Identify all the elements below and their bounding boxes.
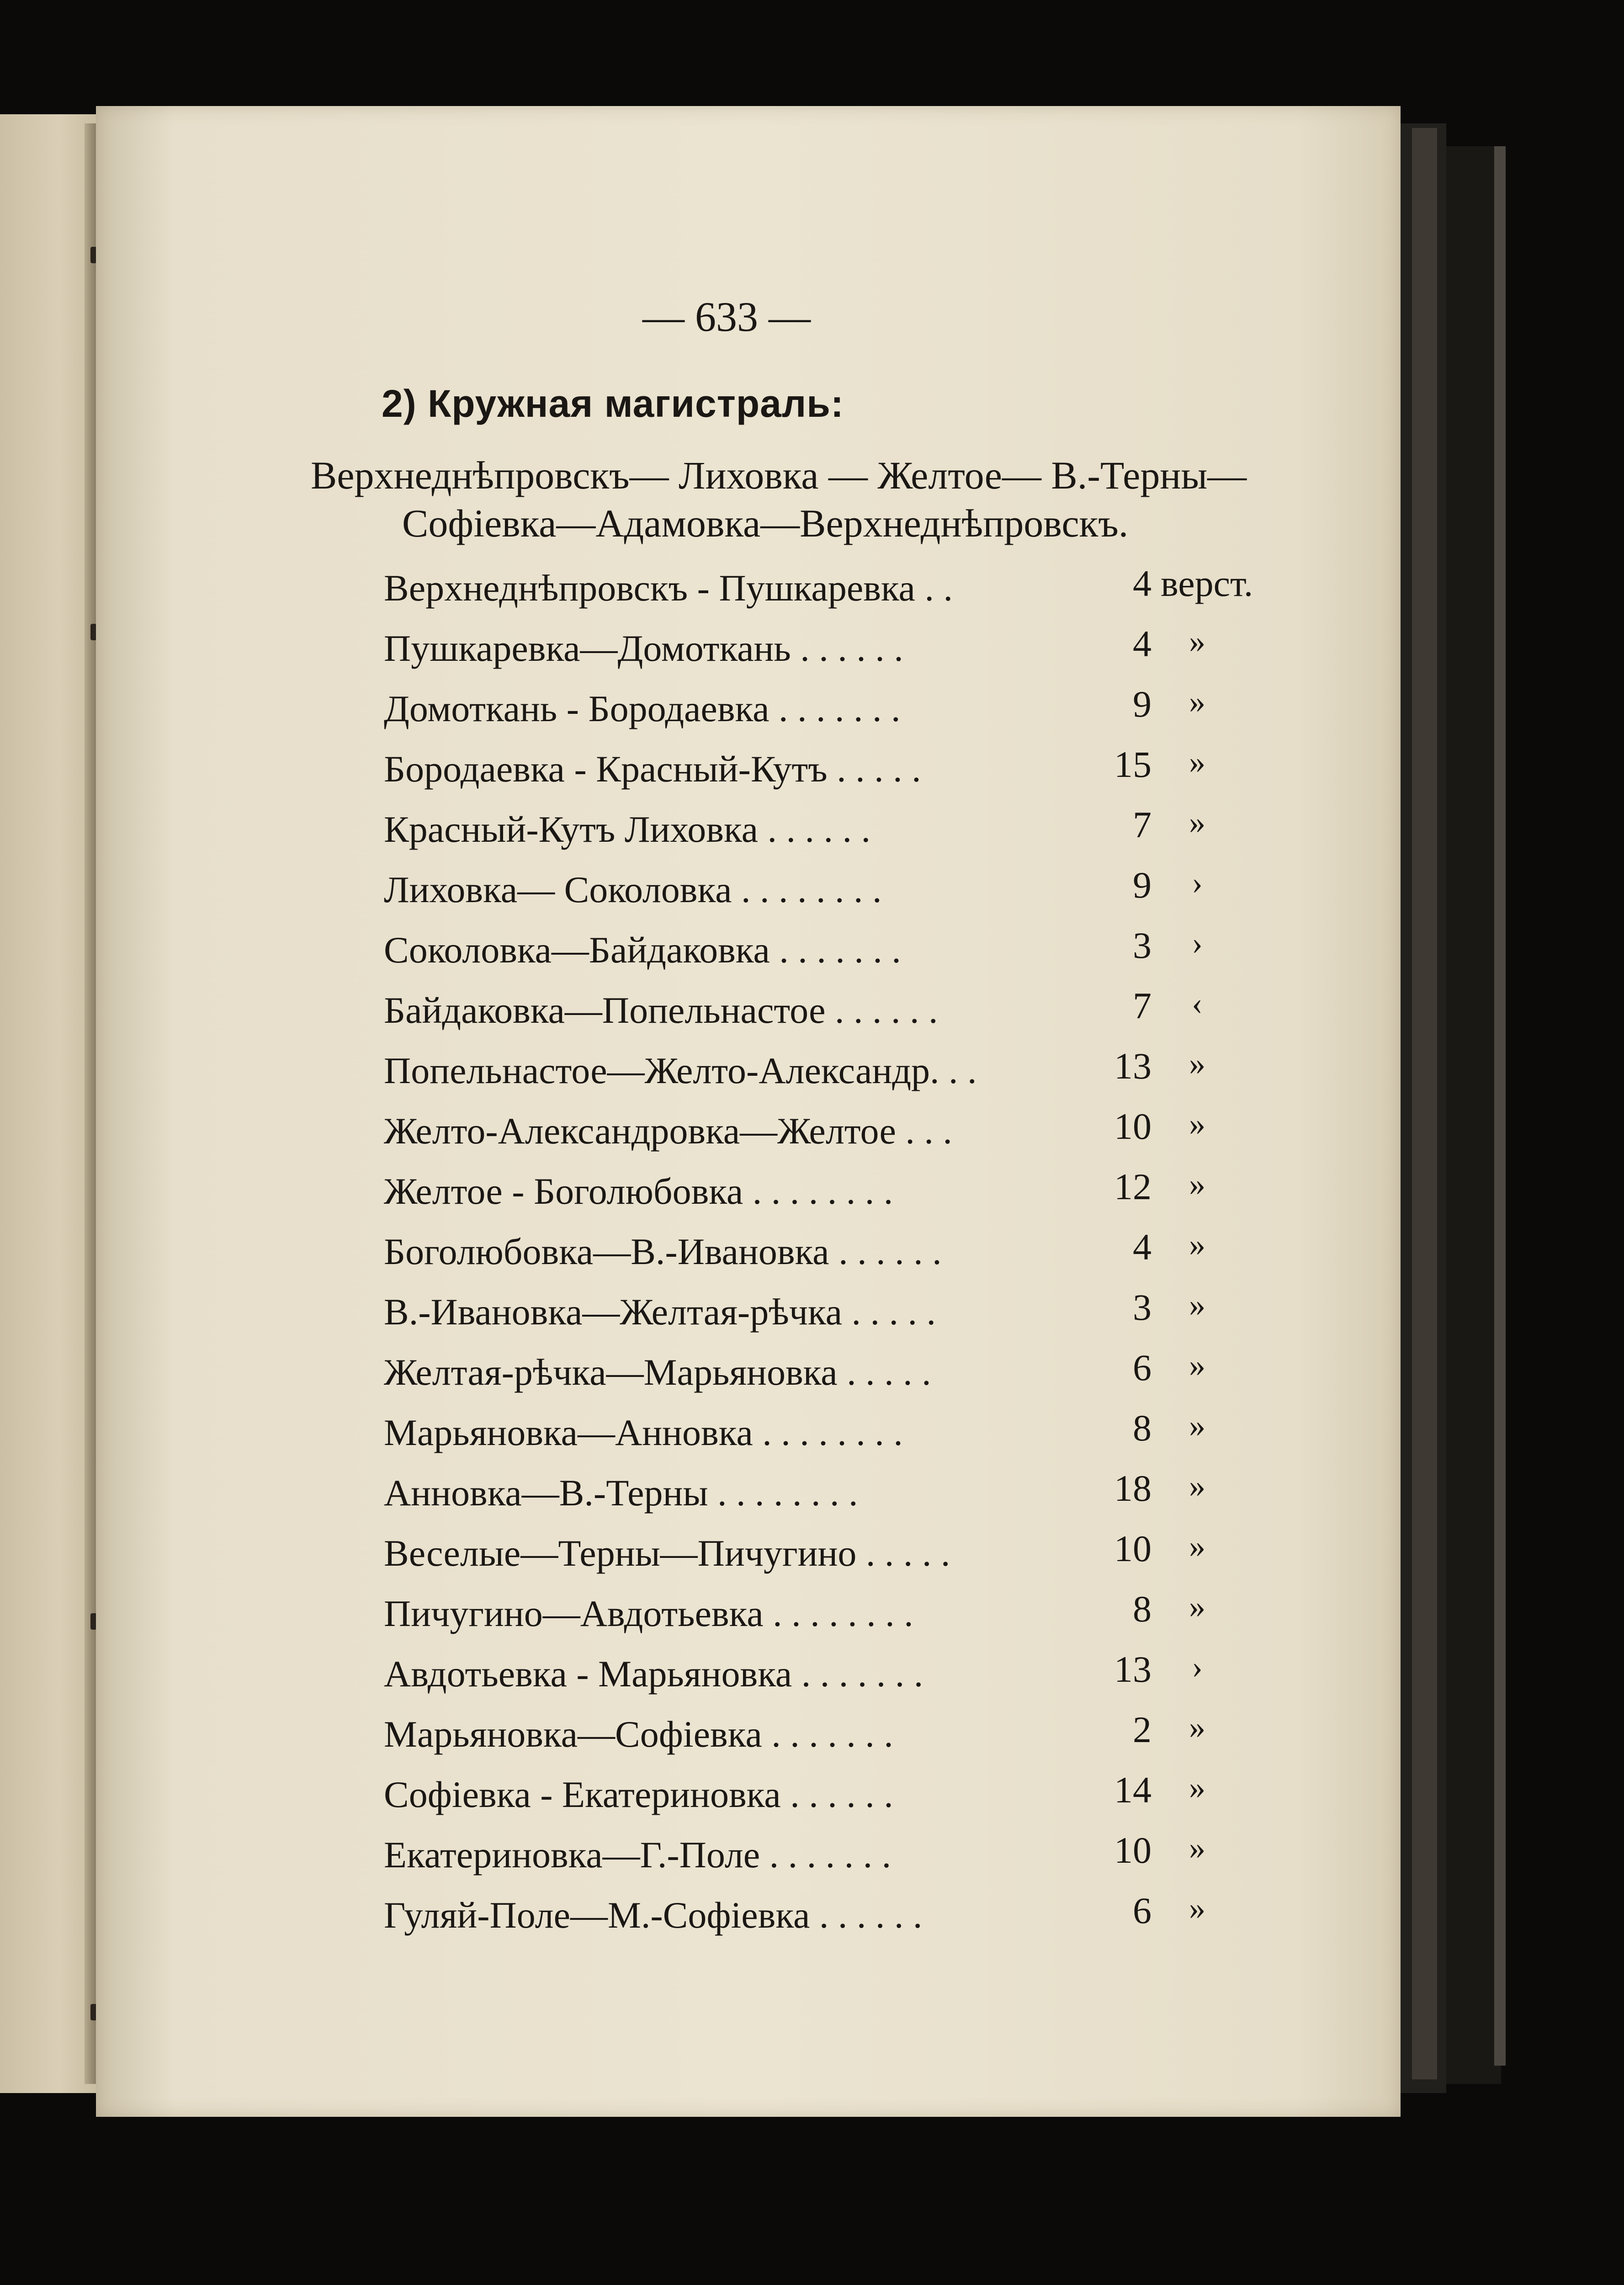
ditto-mark: »: [1189, 623, 1205, 659]
segment-name: Пушкаревка—Домоткань: [384, 627, 791, 669]
distance-value: 9: [1133, 683, 1152, 725]
ditto-mark: »: [1189, 1829, 1205, 1866]
segment-name: Боголюбовка—В.-Ивановка: [384, 1231, 829, 1272]
distance-row: [384, 1648, 1206, 1713]
left-page-edge: [0, 114, 98, 2093]
distance-value: 6: [1133, 1890, 1152, 1931]
ditto-mark: »: [1189, 1286, 1205, 1323]
book-cover-edge: [1494, 146, 1506, 2066]
segment-name: Желтая-рѣчка—Марьяновка: [384, 1351, 838, 1393]
distance-value: 2: [1133, 1709, 1152, 1750]
leader-dots: . . . . . . . .: [743, 1170, 893, 1212]
distance-value: 12: [1114, 1166, 1152, 1207]
ditto-mark: »: [1189, 1105, 1205, 1142]
distance-row: [384, 1045, 1206, 1110]
ditto-mark: »: [1189, 1467, 1205, 1504]
distance-value: 7: [1133, 804, 1152, 845]
ditto-mark: »: [1189, 1769, 1205, 1806]
distance-row: [384, 1166, 1206, 1230]
segment-name: Соколовка—Байдаковка: [384, 929, 770, 971]
ditto-mark: »: [1189, 1045, 1205, 1082]
distance-row: [384, 1226, 1206, 1291]
leader-dots: . . .: [896, 1110, 952, 1152]
ditto-mark: »: [1189, 1166, 1205, 1202]
segment-name: Желтое - Боголюбовка: [384, 1170, 743, 1212]
distance-value: 3: [1133, 1286, 1152, 1328]
distance-value: 13: [1114, 1648, 1152, 1690]
leader-dots: . . . . . .: [758, 808, 870, 850]
ditto-mark: ›: [1192, 1648, 1203, 1685]
segment-name: В.-Ивановка—Желтая-рѣчка: [384, 1291, 842, 1333]
segment-name: Бородаевка - Красный-Кутъ: [384, 748, 828, 790]
distance-row: [384, 744, 1206, 808]
ditto-mark: ›: [1192, 925, 1203, 961]
distance-value: 4: [1133, 1226, 1152, 1268]
leader-dots: . . . . . . .: [792, 1653, 923, 1695]
leader-dots: . . . . . . . .: [732, 869, 882, 910]
segment-name: Желто-Александровка—Желтое: [384, 1110, 896, 1152]
distance-row: [384, 1286, 1206, 1351]
distance-row: [384, 925, 1206, 989]
distance-row: [384, 1105, 1206, 1170]
leader-dots: . . . . . . . .: [708, 1472, 858, 1514]
ditto-mark: »: [1189, 804, 1205, 840]
route-description-line-1: Верхнеднѣпровскъ— Лиховка — Желтое— В.-Терны—: [311, 453, 1247, 497]
ditto-mark: »: [1189, 1226, 1205, 1263]
leader-dots: . . . . . .: [810, 1894, 923, 1936]
segment-name: Авдотьевка - Марьяновка: [384, 1653, 792, 1695]
distance-row: [384, 804, 1206, 868]
leader-dots: . . . . . .: [829, 1231, 942, 1272]
leader-dots: . .: [939, 1050, 977, 1091]
leader-dots: . . . . .: [837, 1351, 931, 1393]
section-heading: 2) Кружная магистраль:: [382, 382, 844, 425]
ditto-mark: »: [1189, 683, 1205, 720]
page-number: — 633 —: [642, 293, 811, 340]
segment-name: Софіевка - Екатериновка: [384, 1774, 781, 1815]
distance-row: [384, 1347, 1206, 1411]
segment-name: Марьяновка—Анновка: [384, 1412, 753, 1453]
distance-value: 6: [1133, 1347, 1152, 1388]
ditto-mark: »: [1189, 744, 1205, 780]
distance-value: 8: [1133, 1407, 1152, 1449]
distance-row: [384, 1528, 1206, 1592]
page-block-edge: [1412, 128, 1437, 2079]
distance-row: [384, 563, 1253, 627]
book-cover-edge: [1446, 146, 1501, 2084]
ditto-mark: »: [1189, 1709, 1205, 1745]
leader-dots: . . . . .: [856, 1532, 950, 1574]
leader-dots: . . . . . .: [825, 989, 938, 1031]
distance-value: 3: [1133, 925, 1152, 966]
distance-value: 4: [1133, 563, 1152, 604]
leader-dots: . . . . . . .: [762, 1713, 893, 1755]
ditto-mark: »: [1189, 1588, 1205, 1625]
ditto-mark: ›: [1192, 864, 1203, 901]
distance-row: [384, 1467, 1206, 1532]
distance-row: [384, 1407, 1206, 1472]
distance-unit: верст.: [1161, 563, 1253, 604]
leader-dots: . . . . . . . .: [763, 1593, 913, 1634]
distance-value: 8: [1133, 1588, 1152, 1630]
distance-row: [384, 864, 1206, 929]
distance-value: 9: [1133, 864, 1152, 906]
leader-dots: . . . . . .: [791, 627, 903, 669]
distance-row: [384, 1769, 1206, 1833]
segment-name: Екатериновка—Г.-Поле: [384, 1834, 760, 1876]
distance-row: [384, 1890, 1206, 1954]
leader-dots: . . . . . . .: [770, 929, 901, 971]
leader-dots: . . . . . . .: [769, 688, 901, 729]
distance-value: 14: [1114, 1769, 1152, 1811]
distance-value: 10: [1114, 1528, 1152, 1569]
leader-dots: . . . . . . .: [760, 1834, 892, 1876]
leader-dots: . .: [915, 567, 953, 609]
segment-name: Байдаковка—Попельнастое: [384, 989, 826, 1031]
segment-name: Красный-Кутъ Лиховка: [384, 808, 758, 850]
distance-value: 13: [1114, 1045, 1152, 1087]
segment-name: Верхнеднѣпровскъ - Пушкаревка: [384, 567, 915, 609]
distance-row: [384, 623, 1206, 687]
distance-value: 4: [1133, 623, 1152, 664]
distance-value: 18: [1114, 1467, 1152, 1509]
segment-name: Гуляй-Поле—М.-Софіевка: [384, 1894, 810, 1936]
distance-table: [384, 563, 1253, 1954]
leader-dots: . . . . . . . .: [753, 1412, 903, 1453]
distance-row: [384, 683, 1206, 748]
segment-name: Веселые—Терны—Пичугино: [384, 1532, 857, 1574]
distance-value: 15: [1114, 744, 1152, 785]
segment-name: Анновка—В.-Терны: [384, 1472, 708, 1514]
segment-name: Лиховка— Соколовка: [384, 869, 732, 910]
segment-name: Марьяновка—Софіевка: [384, 1713, 762, 1755]
segment-name: Попельнастое—Желто-Александр.: [384, 1050, 939, 1091]
leader-dots: . . . . .: [827, 748, 921, 790]
distance-row: [384, 1588, 1206, 1653]
ditto-mark: »: [1189, 1347, 1205, 1383]
ditto-mark: ‹: [1192, 985, 1203, 1021]
distance-value: 10: [1114, 1829, 1152, 1871]
distance-row: [384, 1709, 1206, 1773]
distance-row: [384, 1829, 1206, 1894]
leader-dots: . . . . . .: [780, 1774, 893, 1815]
leader-dots: . . . . .: [842, 1291, 936, 1333]
ditto-mark: »: [1189, 1890, 1205, 1926]
ditto-mark: »: [1189, 1407, 1205, 1444]
segment-name: Домоткань - Бородаевка: [384, 688, 770, 729]
ditto-mark: »: [1189, 1528, 1205, 1564]
distance-value: 7: [1133, 985, 1152, 1026]
route-description-line-2: Софіевка—Адамовка—Верхнеднѣпровскъ.: [402, 501, 1129, 545]
distance-row: [384, 985, 1206, 1049]
segment-name: Пичугино—Авдотьевка: [384, 1593, 764, 1634]
distance-value: 10: [1114, 1105, 1152, 1147]
